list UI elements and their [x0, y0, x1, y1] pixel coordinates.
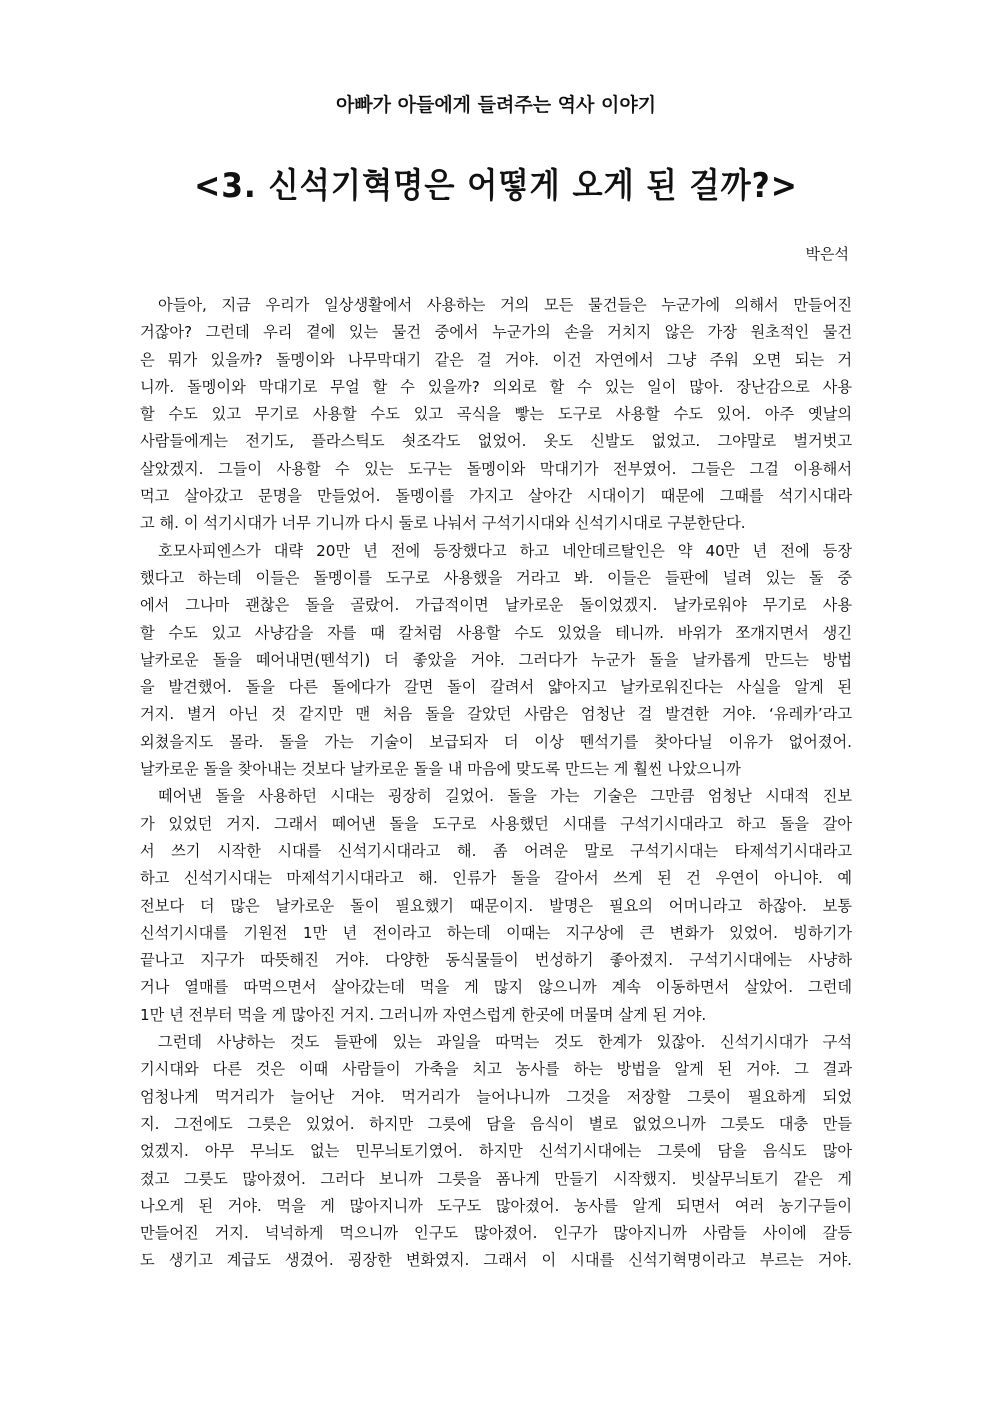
body-line: 1만 년 전부터 먹을 게 많아진 거지. 그러니까 자연스럽게 한곳에 머물며 살게 된 거야. [140, 1005, 707, 1024]
body-line: 거잖아? 그런데 우리 곁에 있는 물건 중에서 누군가의 손을 거치지 않은 가장 원초적인 물건 [140, 323, 852, 342]
body-line: 먹고 살아갔고 문명을 만들었어. 돌멩이를 가지고 살아간 시대이기 때문에 그때를 석기시대라 [140, 487, 852, 506]
body-line: 끝나고 지구가 따뜻해진 거야. 다양한 동식물들이 번성하기 좋아졌지. 구석기시대에는 사냥하 [140, 951, 852, 970]
body-line: 졌고 그릇도 많아졌어. 그러다 보니까 그릇을 폼나게 만들기 시작했지. 빗살무늬토기 같은 게 [140, 1169, 852, 1188]
body-line: 사람들에게는 전기도, 플라스틱도 쇳조각도 없었어. 옷도 신발도 없었고. 그야말로 벌거벗고 [140, 432, 852, 451]
body-line: 외쳤을지도 몰라. 돌을 가는 기술이 보급되자 더 이상 뗀석기를 찾아다닐 이유가 없어졌어. [140, 732, 852, 751]
body-line: 지. 그전에도 그릇은 있었어. 하지만 그릇에 담을 음식이 별로 없었으니까 그릇도 대충 만들 [140, 1114, 852, 1133]
body-line: 신석기시대를 기원전 1만 년 전이라고 하는데 이때는 지구상에 큰 변화가 있었어. 빙하기가 [140, 923, 852, 942]
body-text [140, 292, 852, 1275]
body-line: 날카로운 돌을 떼어내면(뗀석기) 더 좋았을 거야. 그러다가 누군가 돌을 날카롭게 만드는 방법 [140, 650, 852, 669]
body-line: 할 수도 있고 사냥감을 자를 때 칼처럼 사용할 수도 있었을 테니까. 바위가 쪼개지면서 생긴 [140, 623, 852, 642]
body-line: 에서 그나마 괜찮은 돌을 골랐어. 가급적이면 날카로운 돌이었겠지. 날카로워야 무기로 사용 [140, 596, 852, 615]
body-line: 엄청나게 먹거리가 늘어난 거야. 먹거리가 늘어나니까 그것을 저장할 그릇이 필요하게 되었 [140, 1087, 852, 1106]
body-line: 날카로운 돌을 찾아내는 것보다 날카로운 돌을 내 마음에 맞도록 만드는 게 훨씬 나았으니까 [140, 760, 741, 779]
body-line: 거나 열매를 따먹으면서 살아갔는데 먹을 게 많지 않으니까 계속 이동하면서 살았어. 그런데 [140, 978, 852, 997]
body-line: 은 뭐가 있을까? 돌멩이와 나무막대기 같은 걸 거야. 이건 자연에서 그냥 주워 오면 되는 거 [140, 350, 852, 369]
body-line: 거지. 별거 아닌 것 같지만 맨 처음 돌을 갈았던 사람은 엄청난 걸 발견한 거야. ‘유레카’라고 [140, 705, 852, 724]
body-line: 니까. 돌멩이와 막대기로 무얼 할 수 있을까? 의외로 할 수 있는 일이 많아. 장난감으로 사용 [140, 377, 852, 396]
body-line: 었겠지. 아무 무늬도 없는 민무늬토기였어. 하지만 신석기시대에는 그릇에 담을 음식도 많아 [140, 1142, 852, 1161]
body-line: 만들어진 거지. 넉넉하게 먹으니까 인구도 많아졌어. 인구가 많아지니까 사람들 사이에 갈등 [140, 1224, 852, 1243]
body-line: 기시대와 다른 것은 이때 사람들이 가축을 치고 농사를 하는 방법을 알게 된 거야. 그 결과 [140, 1060, 852, 1079]
body-line: 떼어낸 돌을 사용하던 시대는 굉장히 길었어. 돌을 가는 기술은 그만큼 엄청난 시대적 진보 [158, 787, 852, 806]
body-line: 할 수도 있고 무기로 사용할 수도 있고 곡식을 빻는 도구로 사용할 수도 있어. 아주 옛날의 [140, 405, 852, 424]
body-line: 했다고 하는데 이들은 돌멩이를 도구로 사용했을 거라고 봐. 이들은 들판에 널려 있는 돌 중 [140, 568, 852, 587]
page-title: <3. 신석기혁명은 어떻게 오게 된 걸까?> [194, 166, 798, 206]
body-line: 살았겠지. 그들이 사용할 수 있는 도구는 돌멩이와 막대기가 전부였어. 그들은 그걸 이용해서 [140, 459, 852, 478]
author-name: 박은석 [805, 245, 849, 263]
body-line: 도 생기고 계급도 생겼어. 굉장한 변화였지. 그래서 이 시대를 신석기혁명이라고 부르는 거야. [140, 1251, 852, 1270]
body-line: 서 쓰기 시작한 시대를 신석기시대라고 해. 좀 어려운 말로 구석기시대는 타제석기시대라고 [140, 841, 852, 860]
body-line: 아들아, 지금 우리가 일상생활에서 사용하는 거의 모든 물건들은 누군가에 의해서 만들어진 [158, 296, 852, 314]
body-line: 그런데 사냥하는 것도 들판에 있는 과일을 따먹는 것도 한계가 있잖아. 신석기시대가 구석 [158, 1033, 852, 1052]
body-line: 나오게 된 거야. 먹을 게 많아지니까 도구도 많아졌어. 농사를 알게 되면서 여러 농기구들이 [140, 1196, 852, 1215]
body-line: 하고 신석기시대는 마제석기시대라고 해. 인류가 돌을 갈아서 쓰게 된 건 우연이 아니야. 예 [140, 869, 852, 888]
series-subtitle: 아빠가 아들에게 들려주는 역사 이야기 [335, 94, 657, 116]
body-line: 을 발견했어. 돌을 다른 돌에다가 갈면 돌이 갈려서 얇아지고 날카로워진다는 사실을 알게 된 [140, 678, 852, 697]
body-line: 호모사피엔스가 대략 20만 년 전에 등장했다고 하고 네안데르탈인은 약 40만 년 전에 등장 [158, 541, 852, 560]
body-line: 전보다 더 많은 날카로운 돌이 필요했기 때문이지. 발명은 필요의 어머니라고 하잖아. 보통 [140, 896, 852, 915]
body-line: 고 해. 이 석기시대가 너무 기니까 다시 둘로 나눠서 구석기시대와 신석기시대로 구분한단다. [140, 514, 746, 533]
body-line: 가 있었던 거지. 그래서 떼어낸 돌을 도구로 사용했던 시대를 구석기시대라고 하고 돌을 갈아 [140, 814, 852, 833]
